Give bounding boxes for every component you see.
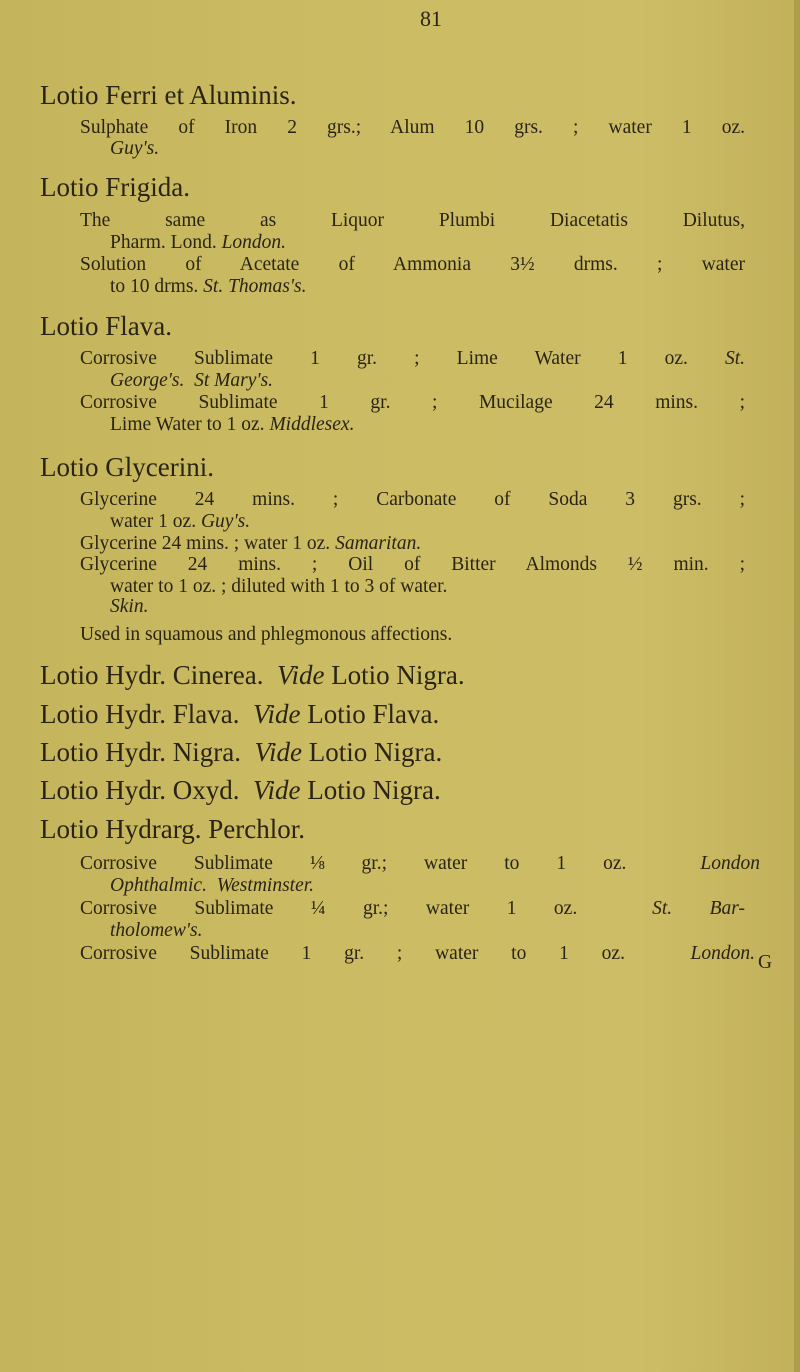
text-line [110,276,307,298]
roman-text: Lotio Flava. [300,699,440,729]
entry-heading [40,699,439,730]
roman-text: Corrosive Sublimate 1 gr. ; water to 1 oz. [80,943,691,964]
text-line [80,489,745,511]
text-line [80,853,760,875]
roman-text: Corrosive Sublimate ¼ gr.; water 1 oz. [80,898,653,919]
italic-text: St. Bar- [652,898,745,919]
text-line [80,254,745,276]
roman-text: to 10 drms. [110,276,204,297]
roman-text: Pharm. Lond. [110,232,222,253]
page-number: 81 [420,6,442,31]
roman-text: Glycerine 24 mins. ; Oil of Bitter Almonds ½ min. ; [80,554,745,575]
text-line [110,232,286,254]
italic-text: Ophthalmic. Westminster. [110,875,315,896]
roman-text: Lotio Ferri et Aluminis. [40,80,297,110]
italic-text: tholomew's. [110,920,203,941]
roman-text: Lotio Hydr. Cinerea. [40,660,277,690]
italic-text: Vide [254,737,302,767]
entry-heading [40,660,465,691]
roman-text: Lotio Hydr. Flava. [40,699,253,729]
roman-text: Glycerine 24 mins. ; water 1 oz. [80,533,336,554]
italic-text: Guy's. [110,138,160,159]
roman-text: The same as Liquor Plumbi Diacetatis Dilutus, [80,210,745,231]
text-line [110,920,202,942]
text-line [80,117,745,139]
text-line [110,414,354,436]
text-line [110,511,250,533]
text-line [110,370,273,392]
text-line [80,210,745,232]
entry-heading [40,311,172,342]
roman-text: Glycerine 24 mins. ; Carbonate of Soda 3 grs. ; [80,489,745,510]
italic-text: Vide [252,699,301,729]
roman-text: Corrosive Sublimate ⅛ gr.; water to 1 oz. [80,853,701,874]
italic-text: St. Thomas's. [203,276,307,297]
text-line [110,875,314,897]
italic-text: Vide [253,775,301,805]
text-line [110,596,148,618]
text-line [80,348,745,370]
roman-text: Solution of Acetate of Ammonia 3½ drms. ; water [80,254,745,275]
entry-heading [40,80,297,111]
text-line [80,392,745,414]
entry-heading [40,452,214,483]
italic-text: London. [221,232,287,253]
italic-text: Middlesex. [269,414,355,435]
roman-text: Corrosive Sublimate 1 gr. ; Mucilage 24 mins. ; [80,392,745,413]
italic-text: Guy's. [200,511,251,532]
roman-text: Lotio Frigida. [40,172,190,202]
roman-text: water to 1 oz. ; diluted with 1 to 3 of water. [110,576,448,597]
text-line [110,576,447,598]
roman-text: Used in squamous and phlegmonous affections. [80,624,453,645]
italic-text: George's. St Mary's. [110,370,274,391]
italic-text: Samaritan. [335,533,422,554]
entry-heading [40,775,441,806]
text-line [80,554,745,576]
roman-text: Lotio Glycerini. [40,452,214,482]
entry-heading [40,814,305,845]
text-line [80,898,745,920]
text-line [80,624,452,646]
roman-text: Corrosive Sublimate 1 gr. ; Lime Water 1 oz. [80,348,725,369]
italic-text: London. [690,943,755,964]
roman-text: Lotio Hydrarg. Perchlor. [40,814,305,844]
roman-text: Lotio Hydr. Nigra. [40,737,255,767]
catchword: G [758,952,773,973]
roman-text: Lime Water to 1 oz. [110,414,270,435]
page-edge [794,0,800,1372]
roman-text: Lotio Flava. [40,311,172,341]
roman-text: Lotio Nigra. [301,737,443,767]
entry-heading [40,172,190,203]
italic-text: Skin. [110,596,149,617]
roman-text: Lotio Nigra. [324,660,465,690]
text-line [110,138,159,160]
text-line [80,943,755,965]
italic-text: London [700,853,760,874]
text-line [80,533,421,555]
roman-text: water 1 oz. [110,511,201,532]
italic-text: Vide [276,660,325,690]
italic-text: St. [724,348,745,369]
roman-text: Lotio Hydr. Oxyd. [40,775,253,805]
roman-text: Sulphate of Iron 2 grs.; Alum 10 grs. ; water 1 oz. [80,117,745,138]
roman-text: Lotio Nigra. [300,775,441,805]
entry-heading [40,737,442,768]
